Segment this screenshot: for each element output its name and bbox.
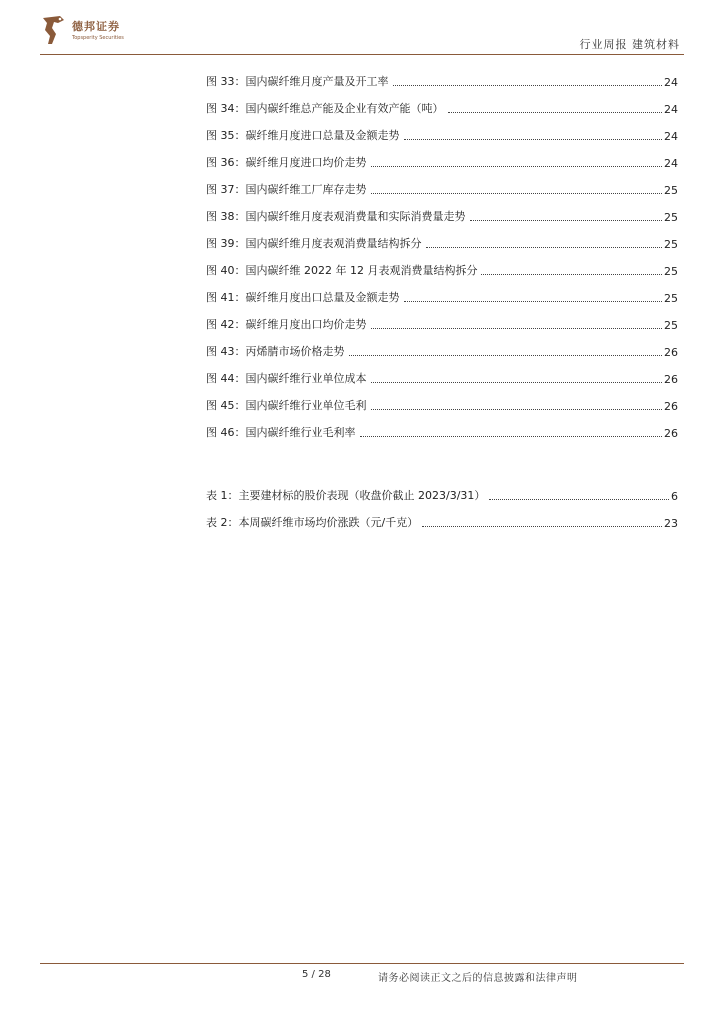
figure-entry-label: 图 33：国内碳纤维月度产量及开工率 <box>206 75 389 88</box>
disclaimer-note: 请务必阅读正文之后的信息披露和法律声明 <box>378 973 578 984</box>
figure-entry-label: 图 42：碳纤维月度出口均价走势 <box>206 318 367 331</box>
dot-leader <box>422 526 662 527</box>
figure-entry[interactable] <box>206 89 678 116</box>
figure-entry-page: 26 <box>664 400 678 413</box>
dot-leader <box>393 85 663 86</box>
figure-entry-page: 26 <box>664 427 678 440</box>
footer-divider <box>40 963 684 964</box>
dot-leader <box>360 436 663 437</box>
figure-entry-label: 图 35：碳纤维月度进口总量及金额走势 <box>206 129 400 142</box>
figure-entry-page: 26 <box>664 346 678 359</box>
figure-entry-label: 图 38：国内碳纤维月度表观消费量和实际消费量走势 <box>206 210 466 223</box>
figure-entry-page: 24 <box>664 157 678 170</box>
table-index <box>206 476 678 530</box>
dot-leader <box>371 382 663 383</box>
figure-entry-page: 26 <box>664 373 678 386</box>
figure-entry-page: 25 <box>664 265 678 278</box>
dot-leader <box>371 166 663 167</box>
figure-entry-page: 24 <box>664 76 678 89</box>
figure-entry[interactable] <box>206 116 678 143</box>
figure-entry-label: 图 43：丙烯腈市场价格走势 <box>206 345 345 358</box>
table-entry[interactable] <box>206 503 678 530</box>
dot-leader <box>371 193 663 194</box>
figure-entry[interactable] <box>206 143 678 170</box>
figure-entry-page: 25 <box>664 238 678 251</box>
figure-entry-page: 25 <box>664 184 678 197</box>
report-category: 行业周报 建筑材料 <box>579 38 680 51</box>
dot-leader <box>448 112 663 113</box>
figure-entry[interactable] <box>206 251 678 278</box>
page-header <box>0 0 724 60</box>
dot-leader <box>426 247 663 248</box>
figure-entry[interactable] <box>206 170 678 197</box>
figure-entry[interactable] <box>206 197 678 224</box>
figure-entry-label: 图 36：碳纤维月度进口均价走势 <box>206 156 367 169</box>
figure-entry-label: 图 40：国内碳纤维 2022 年 12 月表观消费量结构拆分 <box>206 264 478 277</box>
figure-entry-page: 25 <box>664 319 678 332</box>
figure-entry[interactable] <box>206 224 678 251</box>
figure-entry[interactable] <box>206 332 678 359</box>
table-entry[interactable] <box>206 476 678 503</box>
table-entry-page: 6 <box>671 490 678 503</box>
figure-entry-label: 图 39：国内碳纤维月度表观消费量结构拆分 <box>206 237 422 250</box>
figure-entry[interactable] <box>206 359 678 386</box>
header-divider <box>40 54 684 55</box>
figure-entry[interactable] <box>206 386 678 413</box>
page-number: 5 / 28 <box>302 969 331 980</box>
brand-name-cn: 德邦证券 <box>72 20 120 33</box>
brand-name <box>72 18 124 41</box>
figure-entry[interactable] <box>206 413 678 440</box>
brand-name-en: Topsperity Securities <box>72 35 124 41</box>
figure-entry-label: 图 45：国内碳纤维行业单位毛利 <box>206 399 367 412</box>
dot-leader <box>371 409 663 410</box>
figure-entry-label: 图 44：国内碳纤维行业单位成本 <box>206 372 367 385</box>
dot-leader <box>349 355 663 356</box>
figure-entry-label: 图 37：国内碳纤维工厂库存走势 <box>206 183 367 196</box>
figure-entry-label: 图 41：碳纤维月度出口总量及金额走势 <box>206 291 400 304</box>
figure-index <box>206 62 678 440</box>
figure-entry[interactable] <box>206 62 678 89</box>
table-entry-label: 表 2：本周碳纤维市场均价涨跌（元/千克） <box>206 516 419 529</box>
dot-leader <box>470 220 663 221</box>
figure-entry-page: 25 <box>664 292 678 305</box>
dot-leader <box>404 301 663 302</box>
dot-leader <box>481 274 662 275</box>
figure-entry-page: 24 <box>664 130 678 143</box>
figure-entry[interactable] <box>206 278 678 305</box>
figure-entry-page: 25 <box>664 211 678 224</box>
company-logo-icon <box>40 14 66 48</box>
dot-leader <box>371 328 663 329</box>
figure-entry-label: 图 46：国内碳纤维行业毛利率 <box>206 426 356 439</box>
figure-entry-label: 图 34：国内碳纤维总产能及企业有效产能（吨） <box>206 102 444 115</box>
dot-leader <box>404 139 663 140</box>
figure-entry-page: 24 <box>664 103 678 116</box>
figure-entry[interactable] <box>206 305 678 332</box>
table-entry-page: 23 <box>664 517 678 530</box>
table-entry-label: 表 1：主要建材标的股价表现（收盘价截止 2023/3/31） <box>206 489 486 502</box>
dot-leader <box>489 499 669 500</box>
